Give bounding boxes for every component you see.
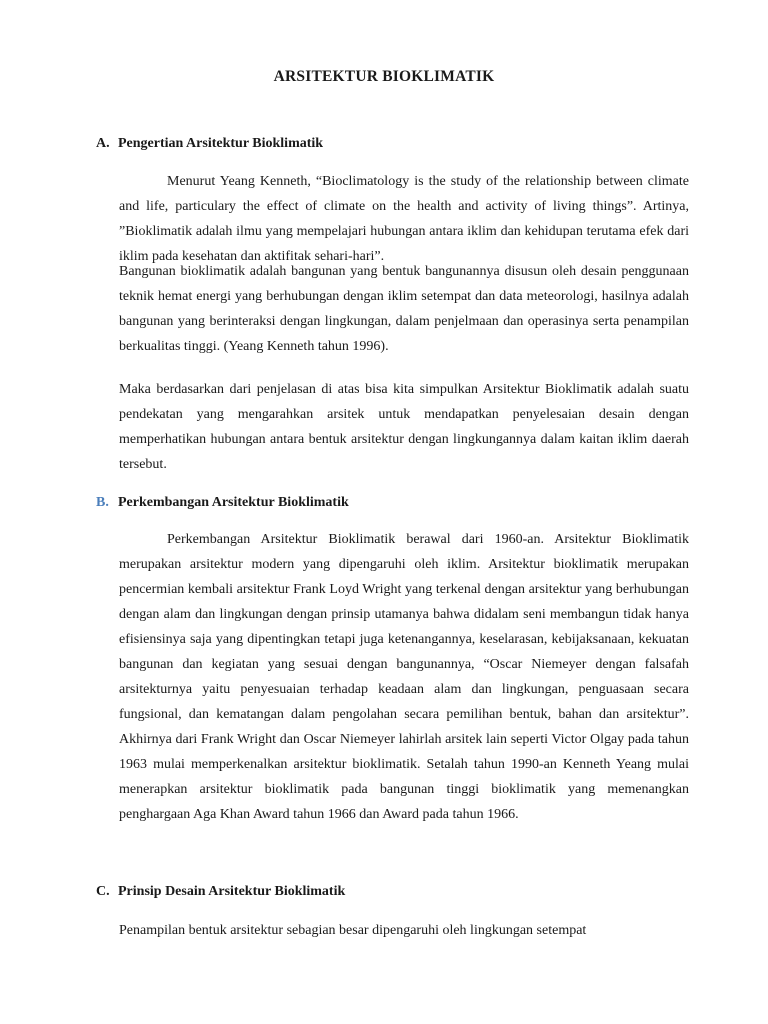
section-a-title: Pengertian Arsitektur Bioklimatik bbox=[118, 136, 324, 151]
section-a-letter: A. bbox=[96, 136, 110, 151]
section-c-title: Prinsip Desain Arsitektur Bioklimatik bbox=[118, 884, 346, 899]
section-b-title: Perkembangan Arsitektur Bioklimatik bbox=[118, 495, 349, 510]
section-a-paragraph-3: Maka berdasarkan dari penjelasan di atas bisa kita simpulkan Arsitektur Bioklimatik adalah suatu pendekatan yang mengarahkan arsitek untuk mendapatkan penyelesaian desain dengan memperhatikan hubungan antara bentuk arsitektur dengan lingkungannya dalam kaitan iklim daerah tersebut. bbox=[119, 382, 689, 472]
section-a-paragraph-1: Menurut Yeang Kenneth, “Bioclimatology is the study of the relationship between climate and life, particulary the effect of climate on the health and activity of living things”. Artinya, ”Bioklimatik adalah ilmu yang mempelajari hubungan antara iklim dan kehidupan terutama efek dari iklim pada kesehatan dan aktifitak sehari-hari”. bbox=[119, 174, 689, 264]
section-a-heading bbox=[96, 136, 323, 152]
section-b-paragraph-1: Perkembangan Arsitektur Bioklimatik berawal dari 1960-an. Arsitektur Bioklimatik merupakan arsitektur modern yang dipengaruhi oleh iklim. Arsitektur bioklimatik merupakan pencermian kembali arsitektur Frank Loyd Wright yang terkenal dengan arsitektur yang berhubungan dengan alam dan lingkungan dengan prinsip utamanya bahwa didalam seni membangun tidak hanya efisiensinya saja yang dipentingkan tetapi juga ketenangannya, keselarasan, kebijaksanaan, kekuatan bangunan dan kegiatan yang sesuai dengan bangunannya, “Oscar Niemeyer dengan falsafah arsitekturnya yaitu penyesuaian terhadap keadaan alam dan lingkungan, penguasaan secara fungsional, dan kematangan dalam pengolahan secara pemilihan bentuk, bahan dan arsitektur”. Akhirnya dari Frank Wright dan Oscar Niemeyer lahirlah arsitek lain seperti Victor Olgay pada tahun 1963 mulai memperkenalkan arsitektur bioklimatik. Setalah tahun 1990-an Kenneth Yeang mulai menerapkan arsitektur bioklimatik pada bangunan tinggi bioklimatik yang memenangkan penghargaan Aga Khan Award tahun 1966 dan Award pada tahun 1966. bbox=[119, 532, 689, 822]
section-c-paragraph-1: Penampilan bentuk arsitektur sebagian besar dipengaruhi oleh lingkungan setempat bbox=[119, 923, 587, 938]
document-title: ARSITEKTUR BIOKLIMATIK bbox=[273, 68, 495, 85]
section-c-heading bbox=[96, 884, 345, 900]
section-b-heading bbox=[96, 495, 349, 511]
section-a-paragraph-2: Bangunan bioklimatik adalah bangunan yang bentuk bangunannya disusun oleh desain penggunaan teknik hemat energi yang berhubungan dengan iklim setempat dan data meteorologi, hasilnya adalah bangunan yang berinteraksi dengan lingkungan, dalam penjelmaan dan operasinya serta penampilan berkualitas tinggi. (Yeang Kenneth tahun 1996). bbox=[119, 264, 689, 354]
section-c-letter: C. bbox=[96, 884, 110, 899]
section-b-letter: B. bbox=[96, 495, 109, 510]
